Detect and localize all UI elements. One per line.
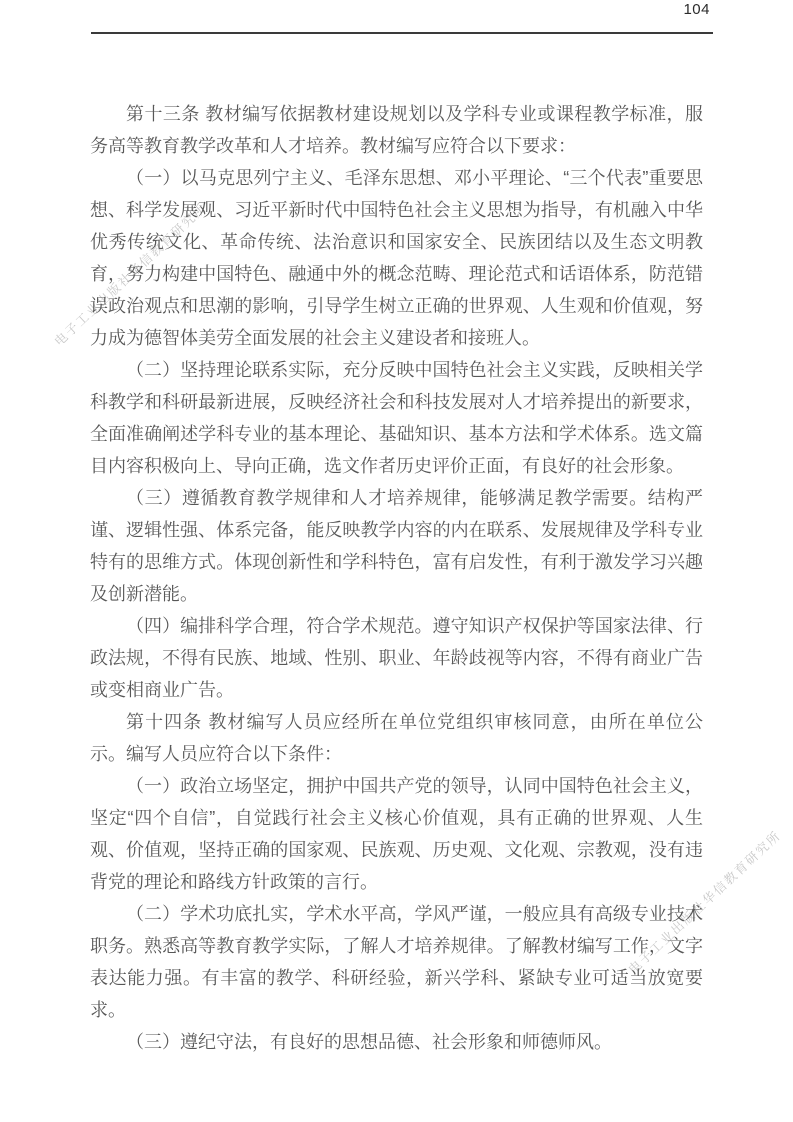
document-body [90,98,703,1058]
watermark-text: 电子工业出版社华信教育研究所 [625,828,784,977]
watermark-text: 电子工业出版社华信教育研究所 [51,200,210,349]
paragraph: （三）遵纪守法，有良好的思想品德、社会形象和师德师风。 [126,1032,612,1052]
paragraph: （二）学术功底扎实，学术水平高，学风严谨，一般应具有高级专业技术职务。熟悉高等教育教学实际，了解人才培养规律。了解教材编写工作，文字表达能力强。有丰富的教学、科研经验，新兴学科、紧缺专业可适当放宽要求。 [90,904,703,1020]
paragraph: （二）坚持理论联系实际，充分反映中国特色社会主义实践，反映相关学科教学和科研最新进展，反映经济社会和科技发展对人才培养提出的新要求，全面准确阐述学科专业的基本理论、基础知识、基本方法和学术体系。选文篇目内容积极向上、导向正确，选文作者历史评价正面，有良好的社会形象。 [90,360,703,476]
paragraph: （一）以马克思列宁主义、毛泽东思想、邓小平理论、“三个代表”重要思想、科学发展观、习近平新时代中国特色社会主义思想为指导，有机融入中华优秀传统文化、革命传统、法治意识和国家安全、民族团结以及生态文明教育，努力构建中国特色、融通中外的概念范畴、理论范式和话语体系，防范错误政治观点和思潮的影响，引导学生树立正确的世界观、人生观和价值观，努力成为德智体美劳全面发展的社会主义建设者和接班人。 [90,168,703,348]
paragraph: （三）遵循教育教学规律和人才培养规律，能够满足教学需要。结构严谨、逻辑性强、体系完备，能反映教学内容的内在联系、发展规律及学科专业特有的思维方式。体现创新性和学科特色，富有启发性，有利于激发学习兴趣及创新潜能。 [90,488,703,604]
paragraph: （一）政治立场坚定，拥护中国共产党的领导，认同中国特色社会主义，坚定“四个自信”，自觉践行社会主义核心价值观，具有正确的世界观、人生观、价值观，坚持正确的国家观、民族观、历史观、文化观、宗教观，没有违背党的理论和路线方针政策的言行。 [90,776,703,892]
header-rule [91,32,713,34]
paragraph: （四）编排科学合理，符合学术规范。遵守知识产权保护等国家法律、行政法规，不得有民族、地域、性别、职业、年龄歧视等内容，不得有商业广告或变相商业广告。 [90,616,703,700]
paragraph: 第十四条 教材编写人员应经所在单位党组织审核同意，由所在单位公示。编写人员应符合以下条件： [90,712,703,764]
paragraph: 第十三条 教材编写依据教材建设规划以及学科专业或课程教学标准，服务高等教育教学改革和人才培养。教材编写应符合以下要求： [90,104,703,156]
page-number: 104 [683,1,710,18]
